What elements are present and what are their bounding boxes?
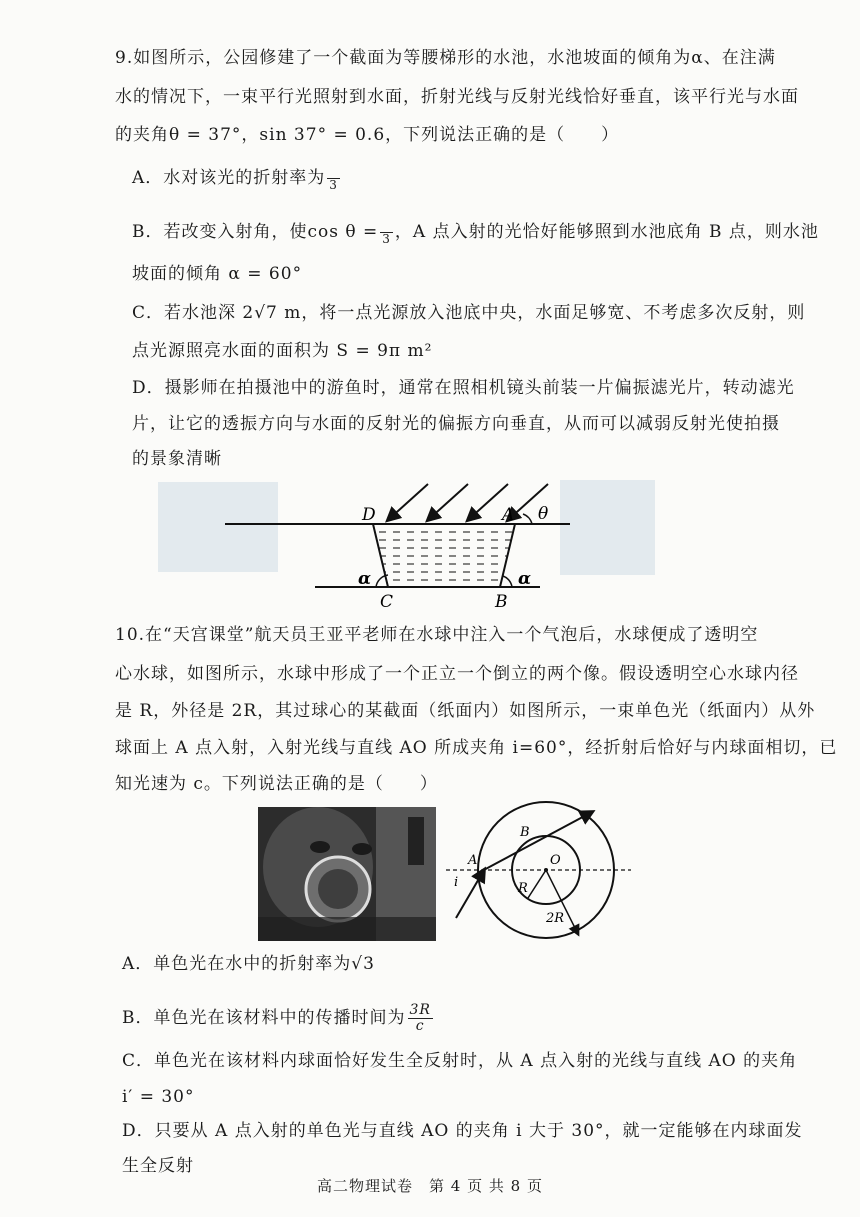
q10-option-b-text: B．单色光在该材料中的传播时间为 bbox=[122, 1008, 406, 1028]
q9-option-b-line2: 坡面的倾角 α = 60° bbox=[132, 264, 303, 284]
q9-pool-diagram bbox=[140, 472, 680, 612]
q10-stem-line3: 是 R，外径是 2R，其过球心的某截面（纸面内）如图所示，一束单色光（纸面内）从外 bbox=[115, 701, 816, 721]
label-alpha-left: α bbox=[358, 569, 372, 589]
pool-water bbox=[373, 524, 515, 587]
q9-option-a-fraction bbox=[327, 166, 340, 191]
q9-option-d-line2: 片，让它的透振方向与水面的反射光的偏振方向垂直，从而可以减弱反射光使拍摄 bbox=[132, 414, 780, 434]
q9-option-c: C．若水池深 2√7 m，将一点光源放入池底中央，水面足够宽、不考虑多次反射，则 bbox=[132, 303, 806, 323]
q10-stem-line4: 球面上 A 点入射，入射光线与直线 AO 所成夹角 i=60°，经折射后恰好与内球面相切，已 bbox=[115, 738, 838, 758]
faded-blotch-left bbox=[158, 482, 278, 572]
q9-stem-line1: 9.如图所示，公园修建了一个截面为等腰梯形的水池，水池坡面的倾角为α、在注满 bbox=[115, 48, 776, 68]
label-b: B bbox=[495, 592, 508, 612]
incident-ray bbox=[388, 484, 428, 520]
faded-blotch-right bbox=[560, 480, 655, 575]
incident-ray bbox=[456, 870, 484, 918]
q10-option-b bbox=[122, 1003, 435, 1034]
label-o: O bbox=[550, 853, 561, 868]
q10-option-b-fraction-num: 3R bbox=[409, 1002, 431, 1018]
q9-option-a-text: A．水对该光的折射率为 bbox=[132, 168, 326, 188]
label-a: A bbox=[502, 505, 515, 525]
q9-option-b bbox=[132, 220, 819, 245]
label-a: A bbox=[468, 853, 478, 868]
q10-option-a: A．单色光在水中的折射率为√3 bbox=[122, 954, 375, 974]
q10-option-c: C．单色光在该材料内球面恰好发生全反射时，从 A 点入射的光线与直线 AO 的夹角 bbox=[122, 1051, 798, 1071]
q10-stem-line5: 知光速为 c。下列说法正确的是（ ） bbox=[115, 774, 438, 794]
q9-stem-line3: 的夹角θ = 37°，sin 37° = 0.6，下列说法正确的是（ ） bbox=[115, 125, 620, 145]
q10-option-c-line2: i′ = 30° bbox=[122, 1087, 195, 1107]
q10-stem-line2: 心水球，如图所示，水球中形成了一个正立一个倒立的两个像。假设透明空心水球内径 bbox=[115, 664, 799, 684]
q9-option-b-fraction-den: 3 bbox=[382, 232, 391, 246]
label-d: D bbox=[362, 505, 376, 525]
q9-option-b-text: B．若改变入射角，使cos θ = bbox=[132, 222, 379, 242]
q9-option-b-cont: ，A 点入射的光恰好能够照到水池底角 B 点，则水池 bbox=[394, 222, 819, 242]
q10-sphere-diagram bbox=[446, 800, 636, 960]
q9-option-c-line2: 点光源照亮水面的面积为 S = 9π m² bbox=[132, 341, 433, 361]
label-2r: 2R bbox=[546, 911, 565, 926]
q10-option-b-fraction bbox=[408, 1003, 433, 1034]
water-ball-photo bbox=[258, 807, 436, 941]
q9-option-a-fraction-den: 3 bbox=[329, 178, 338, 192]
label-r: R bbox=[518, 881, 528, 896]
radius-r-line bbox=[528, 870, 546, 898]
label-theta: θ bbox=[538, 504, 549, 524]
q10-stem-line1: 10.在“天宫课堂”航天员王亚平老师在水球中注入一个气泡后，水球便成了透明空 bbox=[115, 625, 759, 645]
q10-option-d-line2: 生全反射 bbox=[122, 1156, 194, 1176]
q9-option-b-fraction bbox=[380, 220, 393, 245]
label-i: i bbox=[454, 875, 459, 890]
refracted-ray bbox=[480, 812, 592, 872]
label-b: B bbox=[520, 825, 530, 840]
label-c: C bbox=[380, 592, 394, 612]
alpha-arc-right bbox=[503, 576, 512, 587]
water-ball-photo-art bbox=[258, 807, 436, 941]
q9-option-d-line3: 的景象清晰 bbox=[132, 449, 222, 469]
q9-option-d: D．摄影师在拍摄池中的游鱼时，通常在照相机镜头前装一片偏振滤光片，转动滤光 bbox=[132, 378, 795, 398]
theta-arc bbox=[523, 514, 532, 524]
q10-option-d: D．只要从 A 点入射的单色光与直线 AO 的夹角 i 大于 30°，就一定能够在内球面发 bbox=[122, 1121, 803, 1141]
q10-option-b-fraction-den: c bbox=[415, 1018, 425, 1034]
page-footer: 高二物理试卷 第 4 页 共 8 页 bbox=[317, 1177, 543, 1195]
center-dot bbox=[544, 868, 548, 872]
incident-ray bbox=[428, 484, 468, 520]
q9-option-a bbox=[132, 166, 342, 191]
label-alpha-right: α bbox=[518, 569, 532, 589]
q9-stem-line2: 水的情况下，一束平行光照射到水面，折射光线与反射光线恰好垂直，该平行光与水面 bbox=[115, 87, 799, 107]
